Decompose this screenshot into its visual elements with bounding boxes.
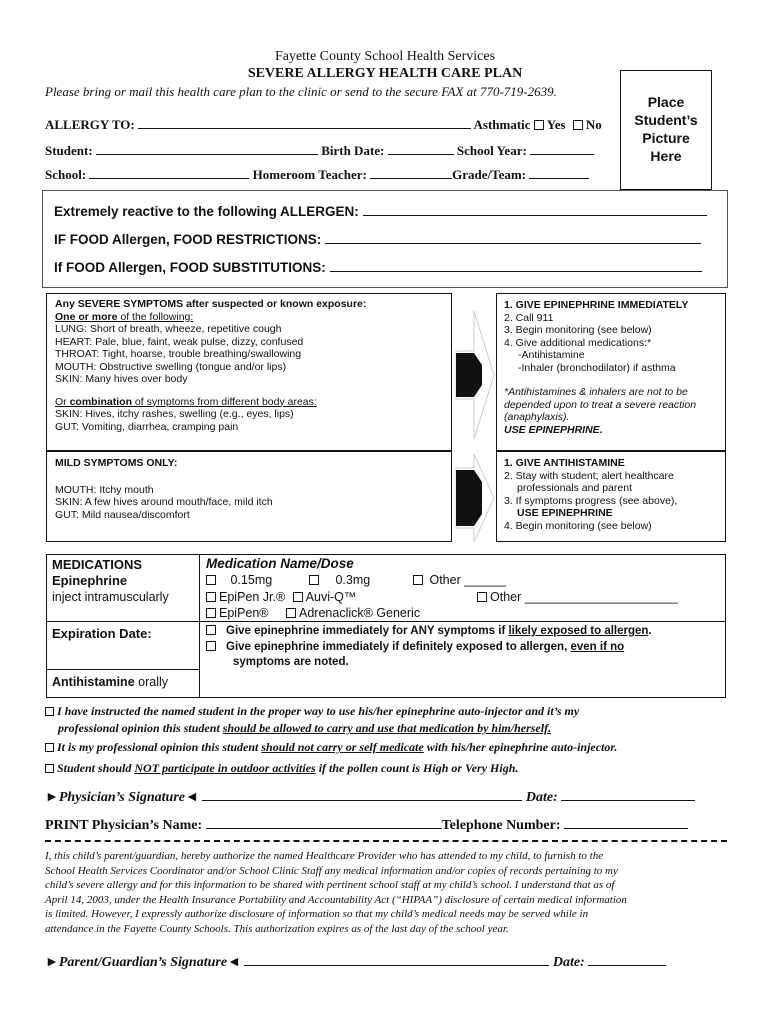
mild-action-2b: professionals and parent <box>517 482 632 494</box>
severe-arrow-icon <box>452 305 496 445</box>
yes-label: Yes <box>546 117 566 132</box>
severe-action-2: 2. Call 911 <box>504 311 554 324</box>
dose-015-checkbox[interactable] <box>206 575 216 585</box>
mild-symptoms-box <box>46 451 452 542</box>
mild-action-3b: USE EPINEPHRINE <box>517 507 613 519</box>
allergy-to-label: ALLERGY TO: <box>45 117 135 132</box>
severe-mouth: MOUTH: Obstructive swelling (tongue and/or lips) <box>55 360 287 373</box>
dose-03-checkbox[interactable] <box>309 575 319 585</box>
dose-015-label: 0.15mg <box>230 573 273 587</box>
allergen-field[interactable] <box>363 203 707 216</box>
severe-note: *Antihistamines & inhalers are not to be depended upon to treat a severe reaction (anaphylaxis). USE EPINEPHRINE. <box>504 386 697 436</box>
parent-signature-label: ►Parent/Guardian’s Signature◄ <box>45 955 241 970</box>
food-substitutions-field[interactable] <box>330 259 702 272</box>
severe-action-4: 4. Give additional medications:* <box>504 336 652 349</box>
medications-header: MEDICATIONS <box>52 557 143 572</box>
telephone-label: Telephone Number: <box>441 818 561 833</box>
mild-mouth: MOUTH: Itchy mouth <box>55 483 154 496</box>
picture-box-line: Place <box>647 94 685 110</box>
physician-date-label: Date: <box>525 790 558 805</box>
statement-3-checkbox[interactable] <box>45 764 54 773</box>
brand-other-checkbox[interactable] <box>477 592 487 602</box>
severe-heart: HEART: Pale, blue, faint, weak pulse, dizzy, confused <box>55 335 304 348</box>
mild-actions-box <box>496 451 726 542</box>
parent-date-label: Date: <box>552 955 585 970</box>
student-label: Student: <box>45 143 93 158</box>
dose-row-2 <box>309 573 370 587</box>
asthmatic-no-checkbox[interactable] <box>573 120 583 130</box>
homeroom-label: Homeroom Teacher: <box>252 167 367 182</box>
page-title: SEVERE ALLERGY HEALTH CARE PLAN <box>247 66 523 81</box>
give-any-row: Give epinephrine immediately for ANY symptoms if likely exposed to allergen. <box>206 625 652 637</box>
school-year-field[interactable] <box>530 142 594 155</box>
mild-skin: SKIN: A few hives around mouth/face, mild itch <box>55 496 273 508</box>
birth-date-label: Birth Date: <box>321 143 385 158</box>
grade-label: Grade/Team: <box>452 167 527 182</box>
student-picture-box[interactable] <box>620 70 712 190</box>
homeroom-field[interactable] <box>370 166 452 179</box>
grade-field[interactable] <box>529 166 589 179</box>
mild-heading: MILD SYMPTOMS ONLY: <box>55 457 178 469</box>
physician-date-field[interactable] <box>561 788 695 801</box>
food-substitutions-row <box>54 259 702 275</box>
physician-statement-1-line2: professional opinion this student should be allowed to carry and use that medication by him/herself. <box>58 721 552 735</box>
dose-row-3 <box>413 573 506 587</box>
adrenaclick-label: Adrenaclick® Generic <box>299 606 421 620</box>
auvi-q-checkbox[interactable] <box>293 592 303 602</box>
instruction-text: Please bring or mail this health care plan to the clinic or send to the secure FAX at 770-719-2639. <box>45 84 557 99</box>
antihistamine-label: Antihistamine orally <box>52 675 168 689</box>
school-year-label: School Year: <box>456 143 527 158</box>
food-restrictions-row <box>54 231 701 247</box>
severe-actions-box <box>496 293 726 451</box>
dose-03-label: 0.3mg <box>335 573 371 587</box>
school-row <box>45 166 589 183</box>
physician-signature-label: ►Physician’s Signature◄ <box>45 790 199 805</box>
medications-table <box>46 554 726 698</box>
inject-label: inject intramuscularly <box>52 590 169 604</box>
statement-2-checkbox[interactable] <box>45 743 54 752</box>
physician-statement-2: It is my professional opinion this student should not carry or self medicate with his/her epinephrine auto-injector. <box>45 740 617 755</box>
student-row <box>45 142 594 159</box>
picture-box-line: Here <box>650 148 682 164</box>
medication-name-dose-header: Medication Name/Dose <box>206 556 354 571</box>
epipen-jr-checkbox[interactable] <box>206 592 216 602</box>
give-definite-checkbox[interactable] <box>206 641 216 651</box>
brand-row-2 <box>206 606 420 620</box>
severe-skin: SKIN: Many hives over body <box>55 373 188 385</box>
authorization-paragraph: I, this child’s parent/guardian, hereby authorize the named Healthcare Provider who has attended to my child, to furnish to the School Health Services Coordinator and/or School Clinic Staff any medical information and/or copies of records pertaining to my child’s severe allergy and for this information to be shared with pertinent school staff at my child’s school. I understand that as of April 14, 2003, under the Health Insurance Portability and Accountability Act (“HIPAA”) disclosure of certain medical information is limited. However, I expressly authorize disclosure of information so that my child’s medical needs may be served while in attendance in the Fayette County Schools. This authorization expires as of the last day of the school year. <box>45 850 627 935</box>
mild-action-2: 2. Stay with student; alert healthcare <box>504 469 674 482</box>
statement-1-checkbox[interactable] <box>45 707 54 716</box>
allergy-to-field[interactable] <box>138 116 471 129</box>
physician-statement-3: Student should NOT participate in outdoor activities if the pollen count is High or Very High. <box>45 761 518 776</box>
parent-signature-field[interactable] <box>244 953 549 966</box>
no-label: No <box>585 117 602 132</box>
expiration-label: Expiration Date: <box>52 626 152 641</box>
mild-gut: GUT: Mild nausea/discomfort <box>55 508 190 521</box>
print-name-field[interactable] <box>206 816 442 829</box>
print-name-label: PRINT Physician’s Name: <box>45 818 203 833</box>
give-definite-line2: symptoms are noted. <box>233 656 349 668</box>
student-field[interactable] <box>96 142 318 155</box>
severe-symptoms-box <box>46 293 452 451</box>
severe-heading: Any SEVERE SYMPTOMS after suspected or known exposure: <box>55 298 367 310</box>
severe-throat: THROAT: Tight, hoarse, trouble breathing/swallowing <box>55 348 302 360</box>
school-label: School: <box>45 167 87 182</box>
asthmatic-yes-checkbox[interactable] <box>534 120 544 130</box>
school-field[interactable] <box>89 166 249 179</box>
allergen-row <box>54 203 707 219</box>
severe-gut: GUT: Vomiting, diarrhea, cramping pain <box>55 420 239 433</box>
physician-statement-1: I have instructed the named student in the proper way to use his/her epinephrine auto-injector and it’s my <box>45 704 579 719</box>
severe-combination: Or combination of symptoms from different body areas: <box>55 395 317 408</box>
parent-signature-row <box>45 953 666 971</box>
physician-signature-row <box>45 788 695 806</box>
physician-name-row <box>45 816 688 834</box>
food-restrictions-label: IF FOOD Allergen, FOOD RESTRICTIONS: <box>54 232 322 247</box>
give-any-checkbox[interactable] <box>206 625 216 635</box>
food-substitutions-label: If FOOD Allergen, FOOD SUBSTITUTIONS: <box>54 260 326 275</box>
dose-other-checkbox[interactable] <box>413 575 423 585</box>
auvi-q-label: Auvi-Q™ <box>305 590 357 604</box>
severe-lung: LUNG: Short of breath, wheeze, repetitive cough <box>55 323 282 335</box>
epinephrine-label: Epinephrine <box>52 573 128 588</box>
asthmatic-label: Asthmatic <box>473 117 531 132</box>
org-name: Fayette County School Health Services <box>274 49 496 64</box>
allergy-to-row <box>45 116 602 133</box>
allergen-label: Extremely reactive to the following ALLERGEN: <box>54 204 359 219</box>
severe-action-1: 1. GIVE EPINEPHRINE IMMEDIATELY <box>504 299 689 311</box>
epipen-jr-label: EpiPen Jr.® <box>219 590 286 604</box>
epipen-checkbox[interactable] <box>206 608 216 618</box>
epipen-label: EpiPen® <box>219 606 269 620</box>
mild-action-4: 4. Begin monitoring (see below) <box>504 519 652 532</box>
picture-box-line: Picture <box>642 130 690 146</box>
brand-row <box>206 590 356 604</box>
mild-action-3: 3. If symptoms progress (see above), <box>504 494 678 507</box>
separator-line <box>45 840 727 842</box>
allergen-box <box>42 190 728 288</box>
severe-action-3: 3. Begin monitoring (see below) <box>504 324 652 336</box>
give-definite-row: Give epinephrine immediately if definitely exposed to allergen, even if no <box>206 641 624 653</box>
dose-row <box>206 573 272 587</box>
severe-one-or-more: One or more of the following: <box>55 310 194 323</box>
parent-date-field[interactable] <box>588 953 666 966</box>
mild-arrow-icon <box>452 452 496 544</box>
physician-signature-field[interactable] <box>202 788 522 801</box>
telephone-field[interactable] <box>564 816 688 829</box>
mild-action-1: 1. GIVE ANTIHISTAMINE <box>504 457 625 469</box>
dose-other-label: Other ______ <box>429 573 506 587</box>
birth-date-field[interactable] <box>388 142 454 155</box>
picture-box-line: Student’s <box>634 112 698 128</box>
severe-skin-combo: SKIN: Hives, itchy rashes, swelling (e.g., eyes, lips) <box>55 408 294 420</box>
brand-row-other <box>477 590 678 604</box>
severe-action-4b: -Inhaler (bronchodilator) if asthma <box>518 361 676 374</box>
severe-action-4a: -Antihistamine <box>518 349 585 361</box>
brand-other-label: Other ______________________ <box>490 590 678 604</box>
food-restrictions-field[interactable] <box>325 231 701 244</box>
adrenaclick-checkbox[interactable] <box>286 608 296 618</box>
